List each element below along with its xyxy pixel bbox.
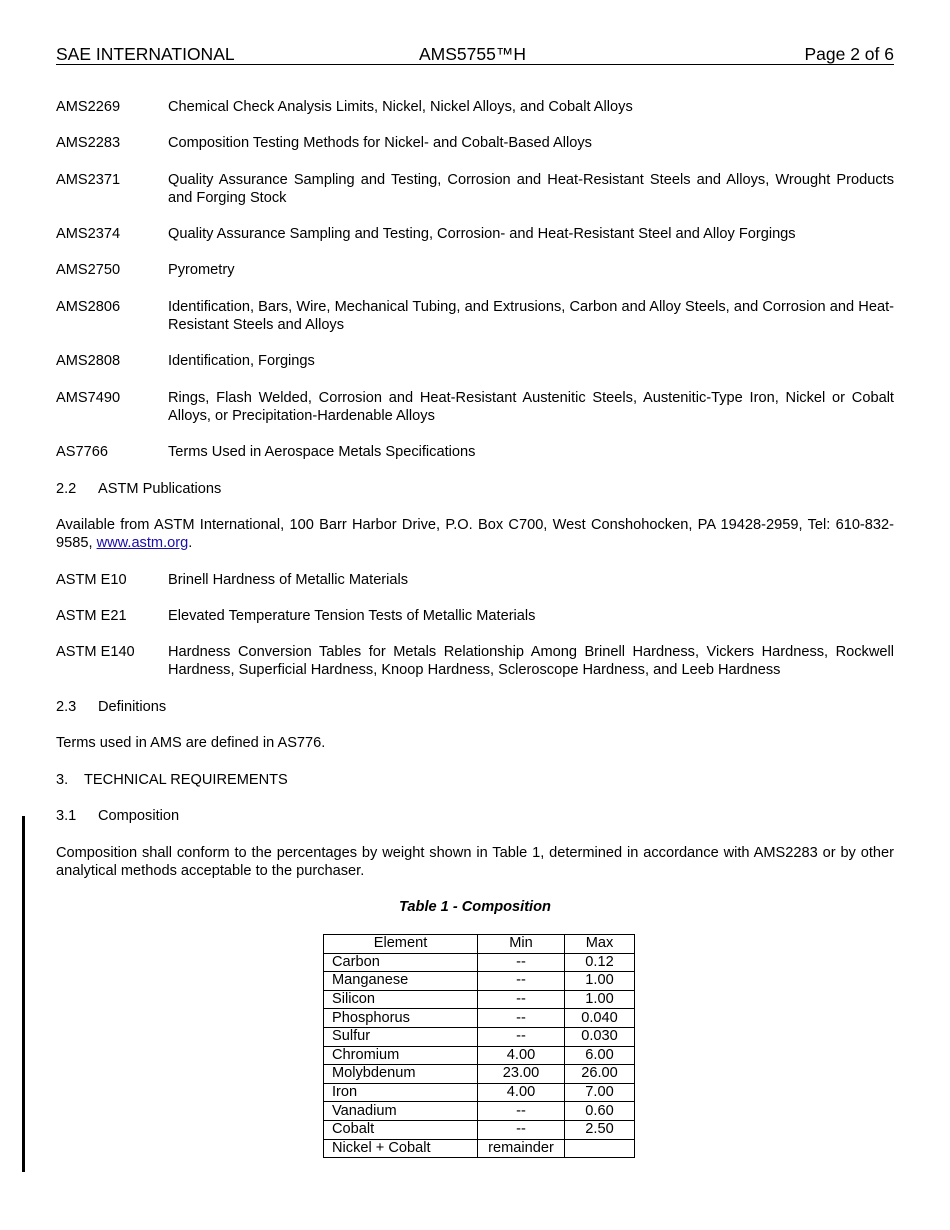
max-cell: 1.00 bbox=[565, 990, 635, 1009]
reference-title: Rings, Flash Welded, Corrosion and Heat-Resistant Austenitic Steels, Austenitic-Type Iron, Nickel or Cobalt Alloys, or Precipitation-Hardenable Alloys bbox=[168, 390, 894, 424]
definitions-paragraph: Terms used in AMS are defined in AS776. bbox=[56, 735, 326, 751]
max-cell: 0.60 bbox=[565, 1102, 635, 1121]
element-cell: Carbon bbox=[324, 953, 478, 972]
reference-code: AS7766 bbox=[56, 444, 108, 460]
astm-availability-paragraph bbox=[56, 516, 894, 552]
page-header bbox=[56, 44, 894, 65]
table-row bbox=[324, 1139, 635, 1158]
max-cell: 2.50 bbox=[565, 1120, 635, 1139]
element-cell: Chromium bbox=[324, 1046, 478, 1065]
composition-paragraph: Composition shall conform to the percentages by weight shown in Table 1, determined in accordance with AMS2283 or by other analytical methods acceptable to the purchaser. bbox=[56, 845, 894, 879]
section-number: 3.1 bbox=[56, 808, 77, 824]
reference-entry bbox=[56, 261, 894, 279]
min-cell: -- bbox=[478, 1009, 565, 1028]
reference-title: Quality Assurance Sampling and Testing, Corrosion- and Heat-Resistant Steel and Alloy Forgings bbox=[168, 226, 796, 242]
availability-suffix: . bbox=[188, 535, 193, 551]
reference-title: Identification, Bars, Wire, Mechanical Tubing, and Extrusions, Carbon and Alloy Steels, and Corrosion and Heat-Resistant Steels and Alloys bbox=[168, 299, 894, 333]
header-page-number: Page 2 of 6 bbox=[804, 44, 894, 64]
reference-entry bbox=[56, 571, 894, 589]
section-title: ASTM Publications bbox=[98, 481, 222, 497]
max-cell: 6.00 bbox=[565, 1046, 635, 1065]
section-number: 2.2 bbox=[56, 481, 77, 497]
column-header: Element bbox=[324, 935, 478, 954]
reference-code: AMS2374 bbox=[56, 226, 121, 242]
revision-change-bar bbox=[22, 816, 25, 1172]
reference-title: Terms Used in Aerospace Metals Specifications bbox=[168, 444, 476, 460]
reference-title: Quality Assurance Sampling and Testing, Corrosion and Heat-Resistant Steels and Alloys, Wrought Products and Forging Stock bbox=[168, 172, 894, 206]
element-cell: Cobalt bbox=[324, 1120, 478, 1139]
reference-code: AMS2269 bbox=[56, 99, 121, 115]
min-cell: -- bbox=[478, 1120, 565, 1139]
min-cell: 23.00 bbox=[478, 1065, 565, 1084]
section-heading-3-1 bbox=[56, 807, 179, 825]
element-cell: Manganese bbox=[324, 972, 478, 991]
reference-code: AMS2750 bbox=[56, 262, 121, 278]
table-header-row bbox=[324, 935, 635, 954]
reference-code: AMS2371 bbox=[56, 172, 121, 188]
max-cell: 7.00 bbox=[565, 1083, 635, 1102]
reference-code: ASTM E21 bbox=[56, 608, 127, 624]
reference-entry bbox=[56, 171, 894, 207]
max-cell: 0.12 bbox=[565, 953, 635, 972]
table-row bbox=[324, 1083, 635, 1102]
reference-code: AMS2283 bbox=[56, 135, 121, 151]
reference-title: Elevated Temperature Tension Tests of Metallic Materials bbox=[168, 608, 536, 624]
table-row bbox=[324, 953, 635, 972]
max-cell: 26.00 bbox=[565, 1065, 635, 1084]
max-cell: 0.040 bbox=[565, 1009, 635, 1028]
header-document-number: AMS5755™H bbox=[419, 44, 526, 64]
reference-code: AMS2806 bbox=[56, 299, 121, 315]
reference-title: Composition Testing Methods for Nickel- and Cobalt-Based Alloys bbox=[168, 135, 592, 151]
min-cell: 4.00 bbox=[478, 1046, 565, 1065]
table-row bbox=[324, 990, 635, 1009]
min-cell: -- bbox=[478, 972, 565, 991]
min-cell: -- bbox=[478, 990, 565, 1009]
table-row bbox=[324, 1120, 635, 1139]
table-row bbox=[324, 1046, 635, 1065]
column-header: Max bbox=[565, 935, 635, 954]
table-caption: Table 1 - Composition bbox=[399, 899, 551, 915]
reference-entry bbox=[56, 134, 894, 152]
section-heading-3 bbox=[56, 771, 288, 789]
section-number: 3. bbox=[56, 772, 69, 788]
min-cell: remainder bbox=[478, 1139, 565, 1158]
table-row bbox=[324, 1009, 635, 1028]
table-row bbox=[324, 1102, 635, 1121]
element-cell: Silicon bbox=[324, 990, 478, 1009]
max-cell bbox=[565, 1139, 635, 1158]
reference-entry bbox=[56, 225, 894, 243]
availability-text: Available from ASTM International, 100 Barr Harbor Drive, P.O. Box C700, West Conshohocken, PA 19428-2959, Tel: 610-832-9585, bbox=[56, 517, 894, 551]
element-cell: Sulfur bbox=[324, 1027, 478, 1046]
table-row bbox=[324, 972, 635, 991]
section-heading-2-3 bbox=[56, 698, 166, 716]
reference-title: Hardness Conversion Tables for Metals Relationship Among Brinell Hardness, Vickers Hardness, Rockwell Hardness, Superficial Hardness, Knoop Hardness, Scleroscope Hardness, and Leeb Hardness bbox=[168, 644, 894, 678]
reference-entry bbox=[56, 352, 894, 370]
element-cell: Phosphorus bbox=[324, 1009, 478, 1028]
element-cell: Iron bbox=[324, 1083, 478, 1102]
column-header: Min bbox=[478, 935, 565, 954]
reference-title: Identification, Forgings bbox=[168, 353, 315, 369]
reference-code: ASTM E10 bbox=[56, 572, 127, 588]
element-cell: Vanadium bbox=[324, 1102, 478, 1121]
section-title: TECHNICAL REQUIREMENTS bbox=[84, 772, 288, 788]
min-cell: -- bbox=[478, 953, 565, 972]
composition-table bbox=[323, 934, 635, 1158]
reference-code: ASTM E140 bbox=[56, 644, 135, 660]
header-organization: SAE INTERNATIONAL bbox=[56, 44, 235, 64]
astm-website-link[interactable]: www.astm.org bbox=[96, 535, 189, 551]
min-cell: 4.00 bbox=[478, 1083, 565, 1102]
section-number: 2.3 bbox=[56, 699, 77, 715]
reference-entry bbox=[56, 443, 894, 461]
reference-code: AMS7490 bbox=[56, 390, 121, 406]
element-cell: Nickel + Cobalt bbox=[324, 1139, 478, 1158]
section-heading-2-2 bbox=[56, 480, 221, 498]
reference-entry bbox=[56, 643, 894, 679]
reference-title: Brinell Hardness of Metallic Materials bbox=[168, 572, 409, 588]
table-row bbox=[324, 1065, 635, 1084]
reference-entry bbox=[56, 389, 894, 425]
max-cell: 1.00 bbox=[565, 972, 635, 991]
min-cell: -- bbox=[478, 1027, 565, 1046]
reference-title: Chemical Check Analysis Limits, Nickel, Nickel Alloys, and Cobalt Alloys bbox=[168, 99, 633, 115]
section-title: Composition bbox=[98, 808, 180, 824]
min-cell: -- bbox=[478, 1102, 565, 1121]
max-cell: 0.030 bbox=[565, 1027, 635, 1046]
reference-entry bbox=[56, 298, 894, 334]
reference-code: AMS2808 bbox=[56, 353, 121, 369]
section-title: Definitions bbox=[98, 699, 167, 715]
reference-entry bbox=[56, 607, 894, 625]
element-cell: Molybdenum bbox=[324, 1065, 478, 1084]
reference-title: Pyrometry bbox=[168, 262, 235, 278]
table-row bbox=[324, 1027, 635, 1046]
reference-entry bbox=[56, 98, 894, 116]
